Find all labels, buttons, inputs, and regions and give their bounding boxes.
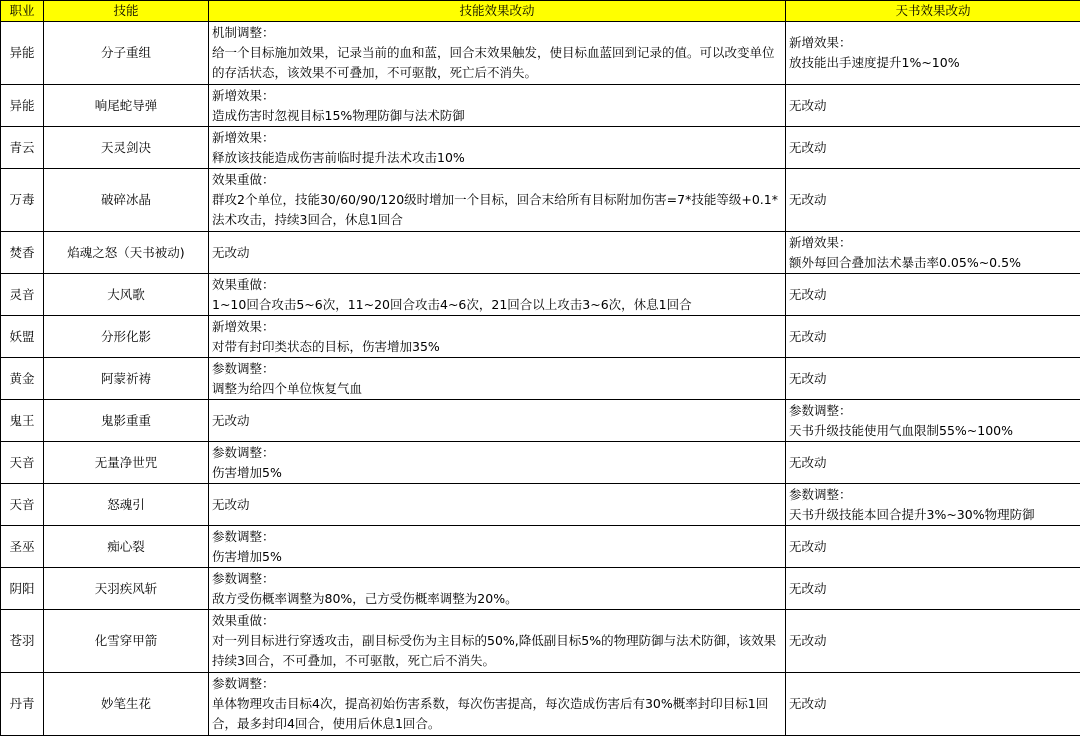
table-row — [1, 22, 1080, 85]
skill-change-cell-text: 造成伤害时忽视目标15%物理防御与法术防御 — [212, 107, 465, 123]
skill-change-cell-title: 新增效果： — [212, 87, 275, 103]
book-change-cell-text: 无改动 — [789, 633, 827, 648]
book-change-cell — [786, 610, 1080, 673]
skill-change-cell — [209, 610, 786, 673]
skill-name-cell: 痴心裂 — [44, 526, 209, 568]
book-change-cell — [786, 673, 1080, 736]
skill-change-cell-title: 参数调整： — [212, 676, 275, 691]
book-change-cell — [786, 568, 1080, 610]
table-row — [1, 274, 1080, 316]
skill-change-cell-title: 新增效果： — [212, 318, 275, 334]
header-row — [1, 1, 1080, 22]
book-change-cell-text: 无改动 — [789, 696, 827, 711]
skill-change-cell — [209, 484, 786, 526]
skill-change-cell-text: 群攻2个单位，技能30/60/90/120级时增加一个目标，回合末给所有目标附加伤害=7*技能等级+0.1*法术攻击，持续3回合，休息1回合 — [212, 192, 778, 227]
profession-cell: 灵音 — [1, 274, 44, 316]
skill-change-cell-title: 参数调整： — [212, 570, 275, 586]
book-change-cell — [786, 232, 1080, 274]
skill-change-cell-text: 无改动 — [212, 412, 250, 428]
book-change-cell — [786, 442, 1080, 484]
skill-change-cell — [209, 85, 786, 127]
skill-change-cell — [209, 400, 786, 442]
book-change-cell — [786, 85, 1080, 127]
skill-change-cell-text: 对带有封印类状态的目标，伤害增加35% — [212, 338, 440, 354]
skill-change-cell — [209, 169, 786, 232]
table-row — [1, 568, 1080, 610]
table-row — [1, 400, 1080, 442]
table-row — [1, 127, 1080, 169]
table-row — [1, 484, 1080, 526]
skill-name-cell: 无量净世咒 — [44, 442, 209, 484]
skill-change-cell — [209, 568, 786, 610]
skill-change-cell — [209, 232, 786, 274]
book-change-cell — [786, 526, 1080, 568]
table-row — [1, 610, 1080, 673]
book-change-cell — [786, 316, 1080, 358]
book-change-cell-text: 无改动 — [789, 328, 827, 344]
profession-cell: 天音 — [1, 442, 44, 484]
skill-change-cell-title: 机制调整： — [212, 25, 275, 40]
book-change-cell-text: 放技能出手速度提升1%~10% — [789, 55, 960, 70]
skill-name-cell: 阿蒙祈祷 — [44, 358, 209, 400]
skill-change-cell-title: 参数调整： — [212, 528, 275, 544]
book-change-cell-text: 无改动 — [789, 370, 827, 386]
book-change-cell-title: 参数调整： — [789, 402, 852, 418]
profession-cell: 丹青 — [1, 673, 44, 736]
book-change-cell-text: 天书升级技能本回合提升3%~30%物理防御 — [789, 506, 1035, 522]
skill-change-cell-text: 无改动 — [212, 244, 250, 260]
skill-change-cell-text: 单体物理攻击目标4次，提高初始伤害系数，每次伤害提高，每次造成伤害后有30%概率封印目标1回合，最多封印4回合，使用后休息1回合。 — [212, 696, 769, 731]
skill-change-cell — [209, 442, 786, 484]
skill-change-cell-text: 1~10回合攻击5~6次，11~20回合攻击4~6次，21回合以上攻击3~6次，休息1回合 — [212, 296, 692, 312]
book-change-cell-text: 无改动 — [789, 97, 827, 113]
profession-cell: 圣巫 — [1, 526, 44, 568]
header-book-change: 天书效果改动 — [786, 1, 1080, 22]
skill-change-cell-title: 效果重做： — [212, 613, 275, 628]
book-change-cell — [786, 22, 1080, 85]
skill-change-cell-text: 给一个目标施加效果，记录当前的血和蓝，回合末效果触发，使目标血蓝回到记录的值。可以改变单位的存活状态，该效果不可叠加，不可驱散，死亡后不消失。 — [212, 45, 775, 80]
skill-name-cell: 焰魂之怒（天书被动) — [44, 232, 209, 274]
profession-cell: 异能 — [1, 85, 44, 127]
profession-cell: 阴阳 — [1, 568, 44, 610]
skill-name-cell: 响尾蛇导弹 — [44, 85, 209, 127]
table-row — [1, 442, 1080, 484]
skill-change-cell — [209, 22, 786, 85]
skill-change-cell-title: 效果重做： — [212, 276, 275, 292]
book-change-cell — [786, 127, 1080, 169]
book-change-cell-text: 无改动 — [789, 580, 827, 596]
book-change-cell-text: 无改动 — [789, 454, 827, 470]
skill-change-cell — [209, 673, 786, 736]
book-change-cell — [786, 400, 1080, 442]
book-change-cell-text: 无改动 — [789, 286, 827, 302]
book-change-cell-text: 无改动 — [789, 192, 827, 207]
skill-change-cell-text: 调整为给四个单位恢复气血 — [212, 380, 363, 396]
skill-name-cell: 怒魂引 — [44, 484, 209, 526]
table-row — [1, 232, 1080, 274]
skill-name-cell: 天灵剑决 — [44, 127, 209, 169]
profession-cell: 万毒 — [1, 169, 44, 232]
table-row — [1, 169, 1080, 232]
header-profession: 职业 — [1, 1, 44, 22]
book-change-cell-title: 新增效果： — [789, 234, 852, 250]
skill-name-cell: 大风歌 — [44, 274, 209, 316]
skill-name-cell: 分形化影 — [44, 316, 209, 358]
skill-change-cell — [209, 127, 786, 169]
book-change-cell — [786, 358, 1080, 400]
book-change-cell-title: 新增效果： — [789, 35, 852, 50]
skill-change-cell-text: 释放该技能造成伤害前临时提升法术攻击10% — [212, 149, 465, 165]
table-row — [1, 358, 1080, 400]
table-row — [1, 673, 1080, 736]
skill-change-cell — [209, 526, 786, 568]
header-skill-change: 技能效果改动 — [209, 1, 786, 22]
profession-cell: 妖盟 — [1, 316, 44, 358]
skill-name-cell: 化雪穿甲箭 — [44, 610, 209, 673]
skill-change-cell — [209, 316, 786, 358]
skill-change-cell-title: 效果重做： — [212, 172, 275, 187]
header-skill: 技能 — [44, 1, 209, 22]
book-change-cell-title: 参数调整： — [789, 486, 852, 502]
table-row — [1, 85, 1080, 127]
skill-name-cell: 鬼影重重 — [44, 400, 209, 442]
skill-change-cell-text: 伤害增加5% — [212, 548, 282, 564]
profession-cell: 鬼王 — [1, 400, 44, 442]
profession-cell: 苍羽 — [1, 610, 44, 673]
book-change-cell-text: 额外每回合叠加法术暴击率0.05%~0.5% — [789, 254, 1021, 270]
skill-name-cell: 破碎冰晶 — [44, 169, 209, 232]
profession-cell: 焚香 — [1, 232, 44, 274]
profession-cell: 黄金 — [1, 358, 44, 400]
table-body — [1, 22, 1080, 736]
skill-change-cell-text: 伤害增加5% — [212, 464, 282, 480]
book-change-cell — [786, 484, 1080, 526]
skill-name-cell: 妙笔生花 — [44, 673, 209, 736]
skill-change-cell-title: 新增效果： — [212, 129, 275, 145]
skill-change-cell-text: 对一列目标进行穿透攻击，副目标受伤为主目标的50%,降低副目标5%的物理防御与法术防御，该效果持续3回合，不可叠加，不可驱散，死亡后不消失。 — [212, 633, 777, 668]
skill-change-cell-text: 无改动 — [212, 496, 250, 512]
book-change-cell-text: 天书升级技能使用气血限制55%~100% — [789, 422, 1013, 438]
table-row — [1, 316, 1080, 358]
book-change-cell-text: 无改动 — [789, 139, 827, 155]
book-change-cell-text: 无改动 — [789, 538, 827, 554]
skill-change-cell — [209, 358, 786, 400]
skill-name-cell: 分子重组 — [44, 22, 209, 85]
skill-change-cell-title: 参数调整： — [212, 444, 275, 460]
skill-change-cell-text: 敌方受伤概率调整为80%，己方受伤概率调整为20%。 — [212, 590, 518, 606]
profession-cell: 青云 — [1, 127, 44, 169]
book-change-cell — [786, 274, 1080, 316]
profession-cell: 异能 — [1, 22, 44, 85]
skill-change-cell-title: 参数调整： — [212, 360, 275, 376]
profession-cell: 天音 — [1, 484, 44, 526]
table-row — [1, 526, 1080, 568]
skill-change-cell — [209, 274, 786, 316]
book-change-cell — [786, 169, 1080, 232]
skill-name-cell: 天羽疾风斩 — [44, 568, 209, 610]
